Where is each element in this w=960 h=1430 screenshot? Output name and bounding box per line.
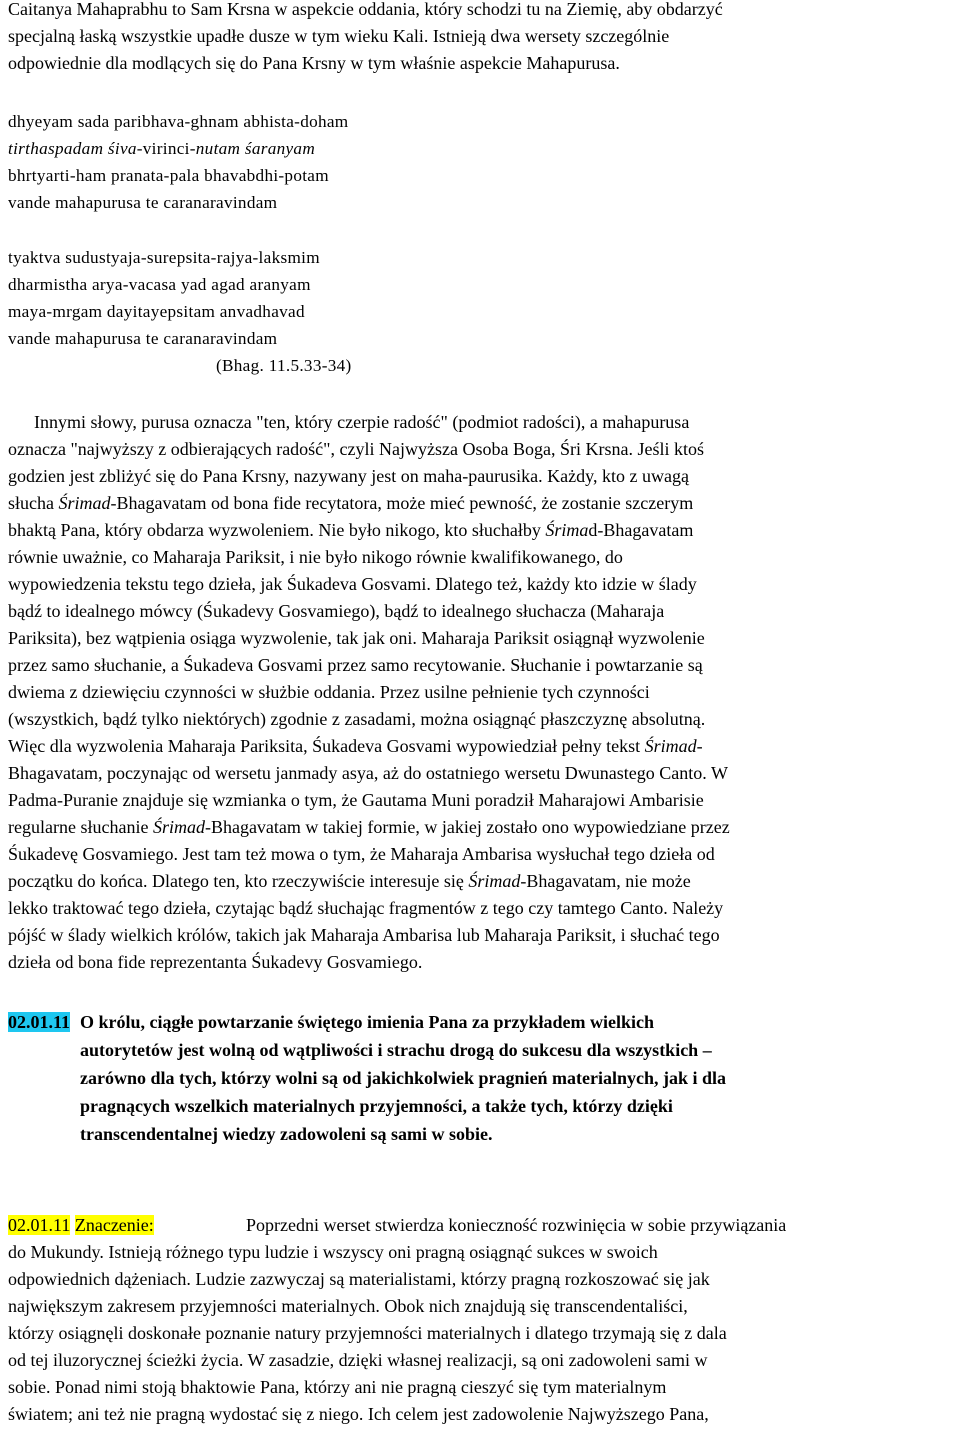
text-line: odpowiednich dążeniach. Ludzie zazwyczaj są materialistami, którzy pragną rozkoszować się jak [8, 1269, 710, 1289]
verse-line: vande mahapurusa te caranaravindam [8, 329, 278, 348]
text-line: pójść w ślady wielkich królów, takich jak Maharaja Ambarisa lub Maharaja Pariksit, i słuchać tego [8, 925, 720, 945]
heading-text: O królu, ciągłe powtarzanie świętego imienia Pana za przykładem wielkich [80, 1012, 654, 1032]
meaning-code: 02.01.11 [8, 1215, 71, 1235]
verse-1 [8, 108, 952, 216]
text-segment: bhaktą Pana, który obdarza wyzwoleniem. Nie było nikogo, kto słuchałby [8, 520, 546, 540]
text-segment: słucha [8, 493, 59, 513]
text-segment: regularne słuchanie [8, 817, 153, 837]
heading-line: pragnących wszelkich materialnych przyjemności, a także tych, którzy dzięki [80, 1096, 673, 1116]
text-segment: Poprzedni werset stwierdza konieczność rozwinięcia w sobie przywiązania [246, 1215, 787, 1235]
italic-text: Śrimad [152, 817, 205, 837]
verse-heading [8, 1008, 952, 1148]
text-line: (wszystkich, bądź tylko niektórych) zgodnie z zasadami, można osiągnąć płaszczyznę absolutną. [8, 709, 706, 729]
text-segment: początku do końca. Dlatego ten, kto rzeczywiście interesuje się [8, 871, 469, 891]
verse-line: tyaktva sudustyaja-surepsita-rajya-laksmim [8, 248, 320, 267]
purport-paragraph [8, 409, 952, 976]
text-segment: -Bhagavatam, nie może [520, 871, 691, 891]
verse-italic-text: nutam śaranyam [195, 139, 316, 158]
heading-line: autorytetów jest wolną od wątpliwości i strachu drogą do sukcesu dla wszystkich – [80, 1040, 712, 1060]
verse-line: maya-mrgam dayitayepsitam anvadhavad [8, 302, 305, 321]
verse-2 [8, 244, 952, 379]
text-line: równie uważnie, co Maharaja Pariksit, i nie było nikogo równie kwalifikowanego, do [8, 547, 623, 567]
text-line: którzy osiągnęli doskonałe poznanie natury przyjemności materialnych i dlatego trzymają się z dala [8, 1323, 727, 1343]
text-line: specjalną łaską wszystkie upadłe dusze w tym wieku Kali. Istnieją dwa wersety szczególnie [8, 26, 670, 46]
text-line [8, 868, 952, 895]
text-segment: -Bhagavatam w takiej formie, w jakiej zostało ono wypowiedziane przez [204, 817, 730, 837]
verse-line [8, 135, 952, 162]
verse-citation: (Bhag. 11.5.33-34) [216, 356, 352, 375]
heading-line: zarówno dla tych, którzy wolni są od jakichkolwiek pragnień materialnych, jak i dla [80, 1068, 727, 1088]
text-segment: -Bhagavatam od bona fide recytatora, może mieć pewność, że zostanie szczerym [110, 493, 694, 513]
italic-text: Śrimad [58, 493, 111, 513]
verse-line: bhrtyarti-ham pranata-pala bhavabdhi-potam [8, 166, 329, 185]
text-line: godzien jest zbliżyć się do Pana Krsny, nazywany jest on maha-paurusika. Każdy, kto z uwagą [8, 466, 689, 486]
text-segment: d-Bhagavatam [588, 520, 694, 540]
text-line: bądź to idealnego mówcy (Śukadevy Gosvamiego), bądź to idealnego słuchacza (Maharaja [8, 601, 665, 621]
text-line [8, 1212, 952, 1239]
text-line [8, 490, 952, 517]
meaning-label: Znaczenie: [74, 1215, 154, 1235]
verse-line: vande mahapurusa te caranaravindam [8, 193, 278, 212]
text-line [8, 517, 952, 544]
text-line: wypowiedzenia tekstu tego dzieła, jak Śukadeva Gosvami. Dlatego też, każdy kto idzie w ślady [8, 574, 697, 594]
text-line: Pariksita), bez wątpienia osiąga wyzwolenie, tak jak oni. Maharaja Pariksit osiągnął wyzwolenie [8, 628, 705, 648]
text-line: oznacza "najwyższy z odbierających radość", czyli Najwyższa Osoba Boga, Śri Krsna. Jeśli ktoś [8, 439, 704, 459]
italic-text: Śrimad- [644, 736, 703, 756]
text-line: największym zakresem przyjemności materialnych. Obok nich znajdują się transcendentaliści, [8, 1296, 688, 1316]
text-line: przez samo słuchanie, a Śukadeva Gosvami przez samo recytowanie. Słuchanie i powtarzanie są [8, 655, 703, 675]
text-line: dzieła od bona fide reprezentanta Śukadevy Gosvamiego. [8, 952, 423, 972]
verse-code: 02.01.11 [8, 1012, 71, 1032]
text-line: lekko traktować tego dzieła, czytając bądź słuchając fragmentów z tego czy tamtego Canto. Należy [8, 898, 724, 918]
verse-italic-text: tirthaspadam śiva [8, 139, 137, 158]
text-line: od tej iluzorycznej ścieżki życia. W zasadzie, dzięki własnej realizacji, są oni zadowoleni sami w [8, 1350, 708, 1370]
text-line [8, 814, 952, 841]
text-line: odpowiednie dla modlących się do Pana Krsny w tym właśnie aspekcie Mahapurusa. [8, 53, 620, 73]
verse-text: -virinci- [136, 139, 196, 158]
text-line: dwiema z dziewięciu czynności w służbie oddania. Przez usilne pełnienie tych czynności [8, 682, 650, 702]
intro-paragraph [8, 0, 952, 77]
text-segment: Więc dla wyzwolenia Maharaja Pariksita, Śukadeva Gosvami wypowiedział pełny tekst [8, 736, 645, 756]
meaning-section [8, 1212, 952, 1428]
text-line: sobie. Ponad nimi stoją bhaktowie Pana, którzy ani nie pragną cieszyć się tym materialnym [8, 1377, 667, 1397]
italic-text: Śrima [545, 520, 589, 540]
text-line [8, 733, 952, 760]
text-line: Śukadevę Gosvamiego. Jest tam też mowa o tym, że Maharaja Ambarisa wysłuchał tego dzieła od [8, 844, 715, 864]
verse-line: dharmistha arya-vacasa yad agad aranyam [8, 275, 311, 294]
heading-line: transcendentalnej wiedzy zadowoleni są sami w sobie. [80, 1124, 493, 1144]
text-line: światem; ani też nie pragną wydostać się z niego. Ich celem jest zadowolenie Najwyższego Pana, [8, 1404, 709, 1424]
text-line: do Mukundy. Istnieją różnego typu ludzie i wszyscy oni pragną osiągnąć sukces w swoich [8, 1242, 658, 1262]
text-line: Bhagavatam, poczynając od wersetu janmady asya, aż do ostatniego wersetu Dwunastego Canto. W [8, 763, 728, 783]
verse-line: dhyeyam sada paribhava-ghnam abhista-doham [8, 112, 349, 131]
meaning-label-wrap [8, 1212, 246, 1239]
text-line: Innymi słowy, purusa oznacza "ten, który czerpie radość" (podmiot radości), a mahapurusa [34, 412, 690, 432]
heading-line [8, 1008, 952, 1036]
text-line: Padma-Puranie znajduje się wzmianka o tym, że Gautama Muni poradził Maharajowi Ambarisie [8, 790, 704, 810]
italic-text: Śrimad [468, 871, 521, 891]
text-line: Caitanya Mahaprabhu to Sam Krsna w aspekcie oddania, który schodzi tu na Ziemię, aby obdarzyć [8, 0, 723, 19]
